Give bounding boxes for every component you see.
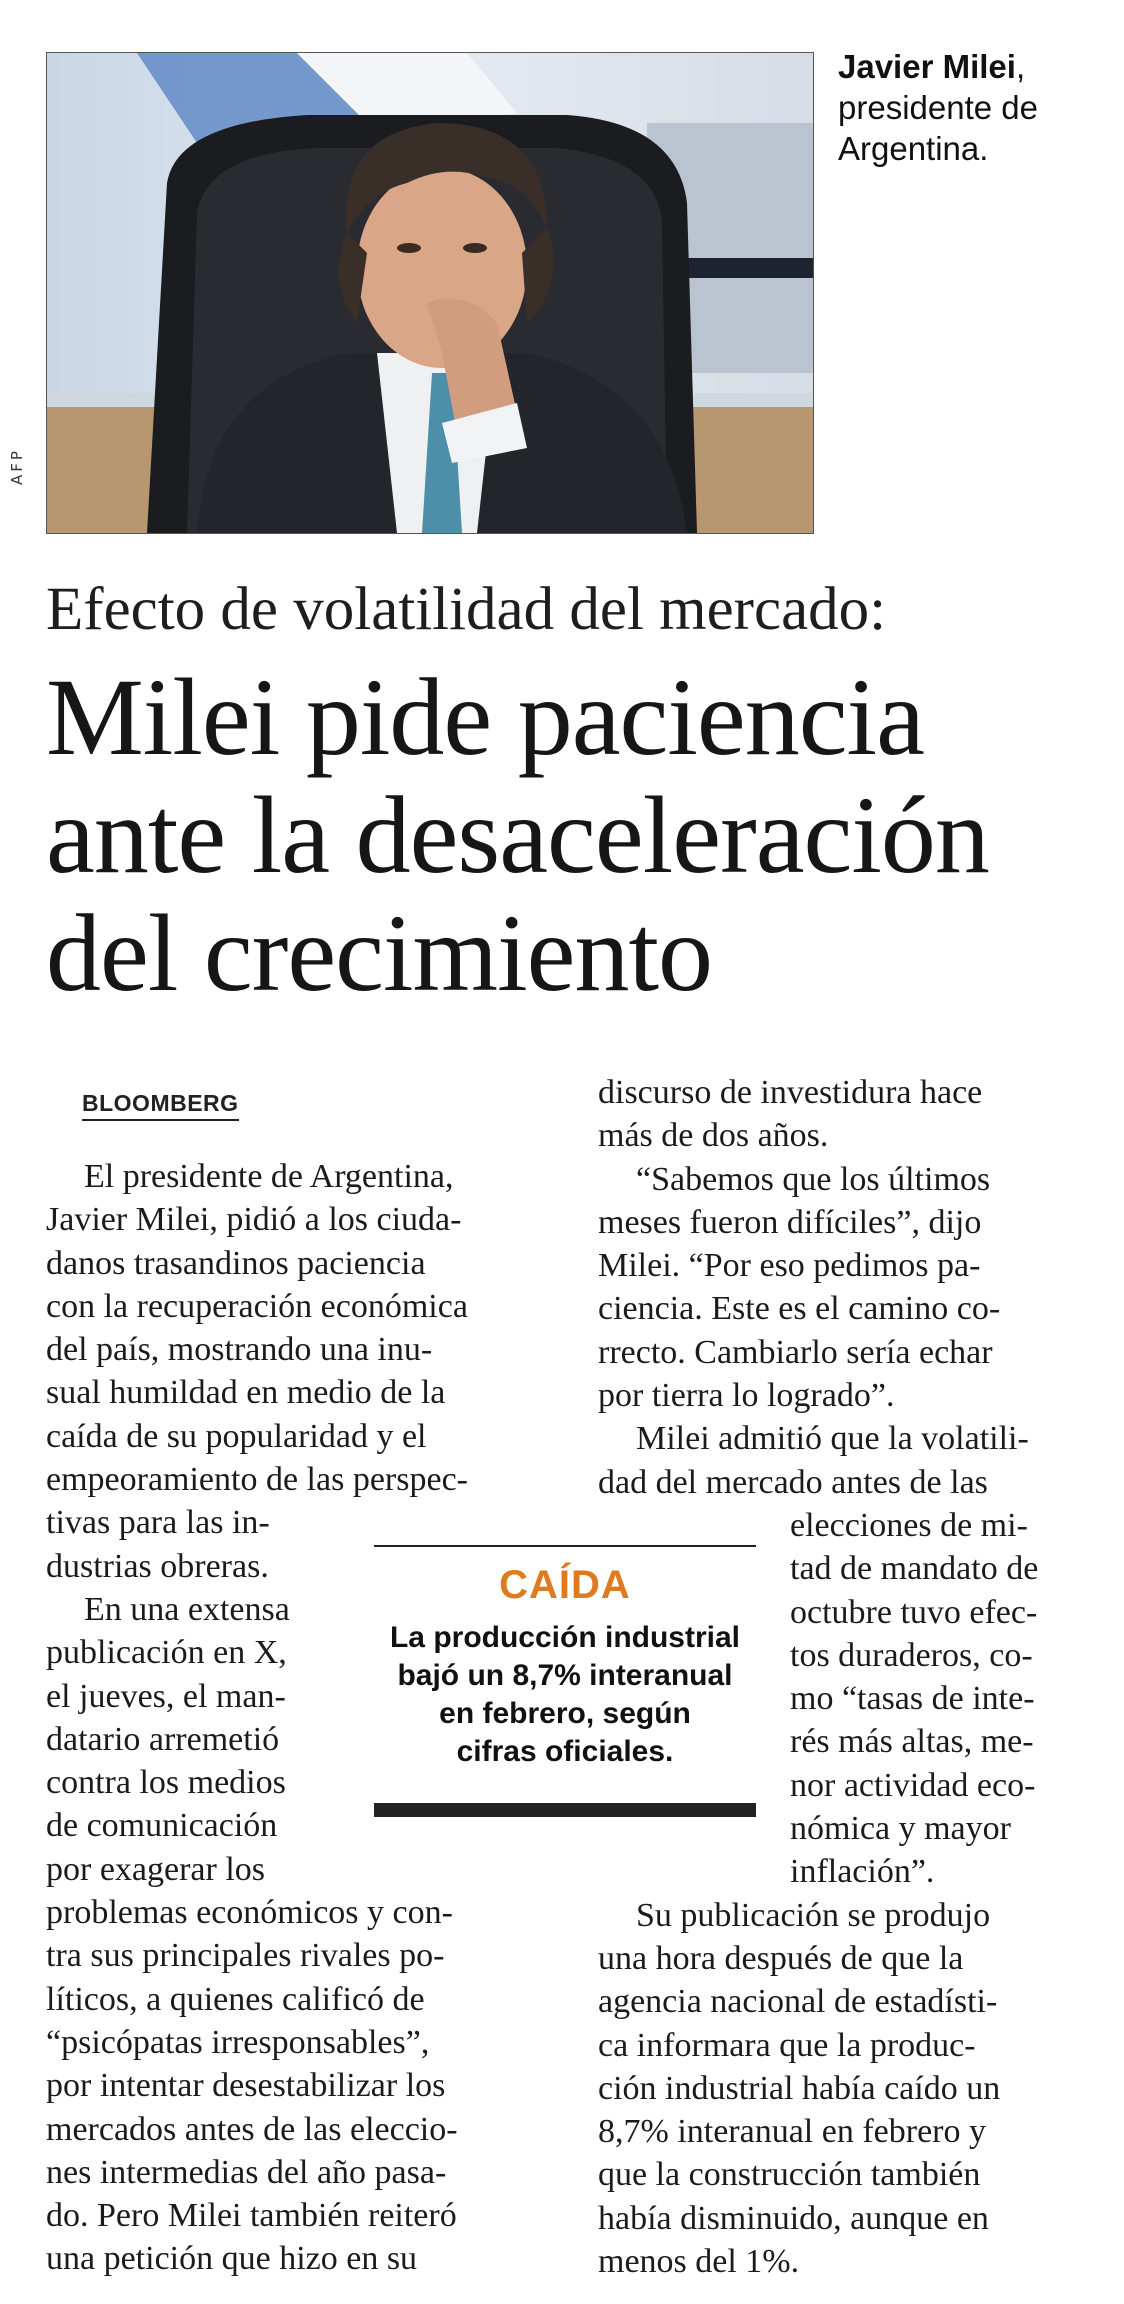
body-line: menos del 1%.	[598, 2243, 800, 2281]
body-line: con la recuperación económica	[46, 1287, 468, 1325]
body-line: ción industrial había caído un	[598, 2069, 1001, 2107]
body-line: tra sus principales rivales po-	[46, 1937, 445, 1975]
body-line: elecciones de mi-	[790, 1506, 1028, 1544]
pull-quote-line: cifras oficiales.	[456, 1735, 674, 1768]
photo-caption	[838, 46, 1108, 169]
body-line: por intentar desestabilizar los	[46, 2067, 446, 2105]
article-kicker: Efecto de volatilidad del mercado:	[46, 576, 887, 643]
body-line: rrecto. Cambiarlo sería echar	[598, 1333, 993, 1371]
body-line: En una extensa	[84, 1590, 290, 1628]
body-line: contra los medios	[46, 1764, 286, 1802]
article-byline: BLOOMBERG	[82, 1090, 239, 1121]
pull-quote-label: CAÍDA	[499, 1563, 631, 1607]
body-line: Milei admitió que la volatili-	[636, 1420, 1029, 1458]
body-line: dad del mercado antes de las	[598, 1463, 988, 1501]
pull-quote-bottom-rule	[374, 1803, 756, 1817]
pull-quote-text	[374, 1619, 756, 1771]
body-line: una petición que hizo en su	[46, 2240, 418, 2278]
body-line: meses fueron difíciles”, dijo	[598, 1203, 982, 1241]
body-line: mercados antes de las eleccio-	[46, 2110, 458, 2148]
caption-rest: , presidente de Argentina.	[838, 48, 1038, 167]
body-line: tad de mandato de	[790, 1550, 1039, 1588]
body-line: “psicópatas irresponsables”,	[46, 2023, 430, 2061]
headline-line: del crecimiento	[46, 892, 713, 1014]
body-line: nes intermedias del año pasa-	[46, 2153, 447, 2191]
body-line: del país, mostrando una inu-	[46, 1331, 433, 1369]
body-line: do. Pero Milei también reiteró	[46, 2197, 457, 2235]
body-line: de comunicación	[46, 1807, 278, 1845]
body-line: más de dos años.	[598, 1117, 829, 1155]
body-line: 8,7% interanual en febrero y	[598, 2113, 986, 2151]
milei-photo-illustration	[47, 53, 813, 533]
pull-quote-line: bajó un 8,7% interanual	[397, 1659, 733, 1692]
body-line: por exagerar los	[46, 1850, 266, 1888]
body-line: caída de su popularidad y el	[46, 1417, 427, 1455]
body-line: una hora después de que la	[598, 1939, 964, 1977]
body-line: Su publicación se produjo	[636, 1896, 991, 1934]
body-line: por tierra lo logrado”.	[598, 1377, 895, 1415]
body-line: nor actividad eco-	[790, 1766, 1036, 1804]
body-line: El presidente de Argentina,	[84, 1158, 454, 1195]
body-line: discurso de investidura hace	[598, 1074, 983, 1111]
body-line: Javier Milei, pidió a los ciuda-	[46, 1201, 462, 1239]
body-line: datario arremetió	[46, 1720, 280, 1758]
article-photo	[46, 52, 814, 534]
body-line: inflación”.	[790, 1853, 935, 1891]
article-headline	[46, 658, 1106, 1012]
body-line: publicación en X,	[46, 1634, 287, 1672]
pull-quote-line: en febrero, según	[439, 1697, 691, 1730]
body-line: que la construcción también	[598, 2156, 981, 2194]
body-line: tos duraderos, co-	[790, 1636, 1033, 1674]
body-line: agencia nacional de estadísti-	[598, 1983, 998, 2021]
body-line: danos trasandinos paciencia	[46, 1244, 426, 1282]
body-line: sual humildad en medio de la	[46, 1374, 446, 1412]
body-line: rés más altas, me-	[790, 1723, 1034, 1761]
body-line: había disminuido, aunque en	[598, 2199, 989, 2237]
body-line: octubre tuvo efec-	[790, 1593, 1038, 1631]
pull-quote-line: La producción industrial	[389, 1621, 741, 1654]
body-line: empeoramiento de las perspec-	[46, 1461, 468, 1499]
body-line: ca informara que la produc-	[598, 2026, 976, 2064]
body-line: líticos, a quienes calificó de	[46, 1980, 425, 2018]
body-line: dustrias obreras.	[46, 1547, 269, 1585]
body-line: tivas para las in-	[46, 1504, 270, 1542]
headline-line: ante la desaceleración	[46, 774, 989, 896]
body-line: el jueves, el man-	[46, 1677, 286, 1715]
body-line: Milei. “Por eso pedimos pa-	[598, 1247, 981, 1285]
body-line: “Sabemos que los últimos	[636, 1160, 991, 1198]
pull-quote-top-rule	[374, 1545, 756, 1547]
headline-line: Milei pide paciencia	[46, 656, 924, 778]
body-line: ciencia. Este es el camino co-	[598, 1290, 1001, 1328]
body-line: mo “tasas de inte-	[790, 1680, 1035, 1718]
caption-name: Javier Milei	[838, 48, 1016, 85]
body-line: problemas económicos y con-	[46, 1894, 453, 1932]
body-line: nómica y mayor	[790, 1810, 1011, 1848]
pull-quote	[374, 1545, 756, 1825]
photo-credit: AFP	[8, 448, 26, 485]
